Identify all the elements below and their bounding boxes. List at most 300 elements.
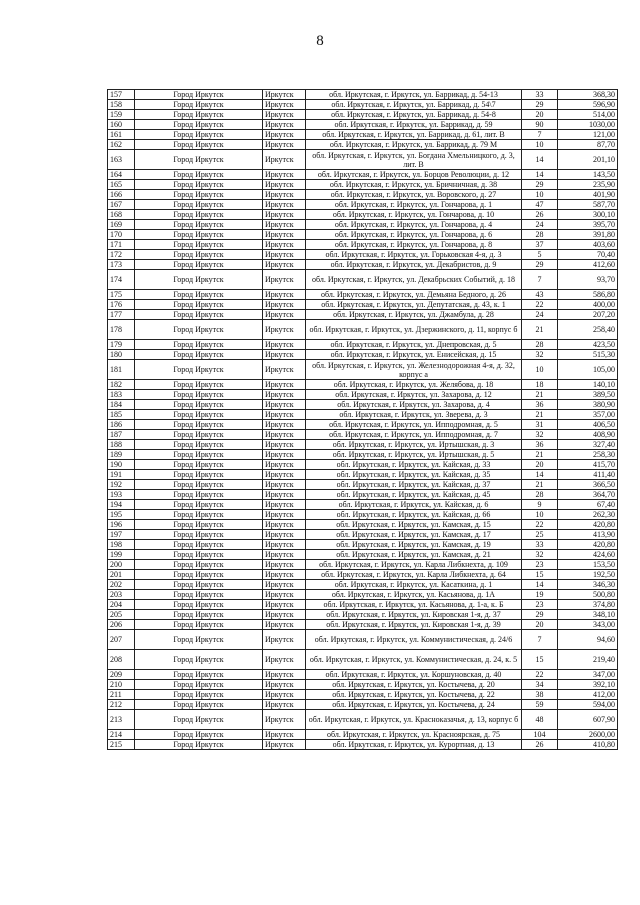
address-cell: обл. Иркутская, г. Иркутск, ул. Иртышская, д. 5: [306, 450, 522, 460]
settlement-cell: Иркутск: [263, 510, 306, 520]
apartments-count-cell: 22: [522, 670, 558, 680]
row-number: 188: [108, 440, 135, 450]
table-row: [108, 420, 618, 430]
settlement-cell: Иркутск: [263, 120, 306, 130]
address-cell: обл. Иркутская, г. Иркутск, ул. Касьянова, д. 1-а, к. Б: [306, 600, 522, 610]
table-row: [108, 590, 618, 600]
address-cell: обл. Иркутская, г. Иркутск, ул. Кировская 1-я, д. 37: [306, 610, 522, 620]
address-cell: обл. Иркутская, г. Иркутск, ул. Кайская, д. 66: [306, 510, 522, 520]
area-cell: 587,70: [558, 200, 618, 210]
apartments-count-cell: 21: [522, 410, 558, 420]
apartments-count-cell: 7: [522, 270, 558, 290]
table-row: [108, 110, 618, 120]
municipality-cell: Город Иркутск: [135, 480, 263, 490]
municipality-cell: Город Иркутск: [135, 120, 263, 130]
area-cell: 406,50: [558, 420, 618, 430]
area-cell: 300,10: [558, 210, 618, 220]
table-row: [108, 190, 618, 200]
address-cell: обл. Иркутская, г. Иркутск, ул. Ипподромная, д. 5: [306, 420, 522, 430]
row-number: 191: [108, 470, 135, 480]
address-cell: обл. Иркутская, г. Иркутск, ул. Горьковская 4-я, д. 3: [306, 250, 522, 260]
settlement-cell: Иркутск: [263, 620, 306, 630]
row-number: 165: [108, 180, 135, 190]
settlement-cell: Иркутск: [263, 310, 306, 320]
municipality-cell: Город Иркутск: [135, 210, 263, 220]
table-row: [108, 670, 618, 680]
municipality-cell: Город Иркутск: [135, 570, 263, 580]
address-cell: обл. Иркутская, г. Иркутск, ул. Касьянова, д. 1А: [306, 590, 522, 600]
settlement-cell: Иркутск: [263, 380, 306, 390]
settlement-cell: Иркутск: [263, 470, 306, 480]
table-row: [108, 310, 618, 320]
table-row: [108, 240, 618, 250]
table-row: [108, 430, 618, 440]
area-cell: 343,00: [558, 620, 618, 630]
row-number: 161: [108, 130, 135, 140]
settlement-cell: Иркутск: [263, 480, 306, 490]
address-cell: обл. Иркутская, г. Иркутск, ул. Кайская, д. 33: [306, 460, 522, 470]
address-cell: обл. Иркутская, г. Иркутск, ул. Камская, д. 19: [306, 540, 522, 550]
address-cell: обл. Иркутская, г. Иркутск, ул. Камская, д. 21: [306, 550, 522, 560]
address-cell: обл. Иркутская, г. Иркутск, ул. Карла Либкнехта, д. 64: [306, 570, 522, 580]
area-cell: 410,80: [558, 740, 618, 750]
row-number: 177: [108, 310, 135, 320]
table-row: [108, 220, 618, 230]
row-number: 213: [108, 710, 135, 730]
row-number: 171: [108, 240, 135, 250]
area-cell: 140,10: [558, 380, 618, 390]
row-number: 176: [108, 300, 135, 310]
housing-registry-table: [107, 89, 618, 750]
address-cell: обл. Иркутская, г. Иркутск, ул. Коршуновская, д. 40: [306, 670, 522, 680]
address-cell: обл. Иркутская, г. Иркутск, ул. Джамбула, д. 28: [306, 310, 522, 320]
row-number: 179: [108, 340, 135, 350]
row-number: 187: [108, 430, 135, 440]
area-cell: 2600,00: [558, 730, 618, 740]
table-row: [108, 320, 618, 340]
area-cell: 258,30: [558, 450, 618, 460]
settlement-cell: Иркутск: [263, 730, 306, 740]
area-cell: 357,00: [558, 410, 618, 420]
table-row: [108, 490, 618, 500]
table-row: [108, 520, 618, 530]
municipality-cell: Город Иркутск: [135, 170, 263, 180]
area-cell: 424,60: [558, 550, 618, 560]
row-number: 194: [108, 500, 135, 510]
row-number: 158: [108, 100, 135, 110]
municipality-cell: Город Иркутск: [135, 700, 263, 710]
table-row: [108, 100, 618, 110]
apartments-count-cell: 104: [522, 730, 558, 740]
municipality-cell: Город Иркутск: [135, 500, 263, 510]
apartments-count-cell: 7: [522, 630, 558, 650]
address-cell: обл. Иркутская, г. Иркутск, ул. Гончарова, д. 6: [306, 230, 522, 240]
municipality-cell: Город Иркутск: [135, 510, 263, 520]
apartments-count-cell: 24: [522, 220, 558, 230]
apartments-count-cell: 14: [522, 470, 558, 480]
apartments-count-cell: 10: [522, 510, 558, 520]
settlement-cell: Иркутск: [263, 610, 306, 620]
municipality-cell: Город Иркутск: [135, 730, 263, 740]
area-cell: 346,30: [558, 580, 618, 590]
table-row: [108, 270, 618, 290]
area-cell: 395,70: [558, 220, 618, 230]
apartments-count-cell: 59: [522, 700, 558, 710]
municipality-cell: Город Иркутск: [135, 650, 263, 670]
area-cell: 586,80: [558, 290, 618, 300]
row-number: 160: [108, 120, 135, 130]
apartments-count-cell: 18: [522, 380, 558, 390]
municipality-cell: Город Иркутск: [135, 190, 263, 200]
municipality-cell: Город Иркутск: [135, 680, 263, 690]
municipality-cell: Город Иркутск: [135, 360, 263, 380]
area-cell: 67,40: [558, 500, 618, 510]
settlement-cell: Иркутск: [263, 100, 306, 110]
address-cell: обл. Иркутская, г. Иркутск, ул. Железнодорожная 4-я, д. 32, корпус а: [306, 360, 522, 380]
area-cell: 219,40: [558, 650, 618, 670]
municipality-cell: Город Иркутск: [135, 340, 263, 350]
municipality-cell: Город Иркутск: [135, 390, 263, 400]
area-cell: 420,80: [558, 520, 618, 530]
apartments-count-cell: 33: [522, 90, 558, 100]
address-cell: обл. Иркутская, г. Иркутск, ул. Демьяна Бедного, д. 26: [306, 290, 522, 300]
address-cell: обл. Иркутская, г. Иркутск, ул. Воровского, д. 27: [306, 190, 522, 200]
row-number: 175: [108, 290, 135, 300]
apartments-count-cell: 29: [522, 180, 558, 190]
settlement-cell: Иркутск: [263, 270, 306, 290]
row-number: 163: [108, 150, 135, 170]
area-cell: 607,90: [558, 710, 618, 730]
apartments-count-cell: 15: [522, 570, 558, 580]
apartments-count-cell: 28: [522, 340, 558, 350]
settlement-cell: Иркутск: [263, 130, 306, 140]
table-row: [108, 400, 618, 410]
table-row: [108, 390, 618, 400]
row-number: 184: [108, 400, 135, 410]
area-cell: 514,00: [558, 110, 618, 120]
municipality-cell: Город Иркутск: [135, 560, 263, 570]
table-row: [108, 300, 618, 310]
municipality-cell: Город Иркутск: [135, 520, 263, 530]
row-number: 164: [108, 170, 135, 180]
address-cell: обл. Иркутская, г. Иркутск, ул. Захарова, д. 4: [306, 400, 522, 410]
municipality-cell: Город Иркутск: [135, 110, 263, 120]
municipality-cell: Город Иркутск: [135, 290, 263, 300]
municipality-cell: Город Иркутск: [135, 550, 263, 560]
table-row: [108, 290, 618, 300]
area-cell: 348,10: [558, 610, 618, 620]
settlement-cell: Иркутск: [263, 340, 306, 350]
municipality-cell: Город Иркутск: [135, 350, 263, 360]
area-cell: 408,90: [558, 430, 618, 440]
settlement-cell: Иркутск: [263, 190, 306, 200]
row-number: 212: [108, 700, 135, 710]
municipality-cell: Город Иркутск: [135, 100, 263, 110]
address-cell: обл. Иркутская, г. Иркутск, ул. Днепровская, д. 5: [306, 340, 522, 350]
table-row: [108, 550, 618, 560]
settlement-cell: Иркутск: [263, 150, 306, 170]
settlement-cell: Иркутск: [263, 450, 306, 460]
apartments-count-cell: 14: [522, 150, 558, 170]
area-cell: 201,10: [558, 150, 618, 170]
municipality-cell: Город Иркутск: [135, 540, 263, 550]
row-number: 167: [108, 200, 135, 210]
area-cell: 94,60: [558, 630, 618, 650]
address-cell: обл. Иркутская, г. Иркутск, ул. Иртышская, д. 3: [306, 440, 522, 450]
settlement-cell: Иркутск: [263, 580, 306, 590]
municipality-cell: Город Иркутск: [135, 200, 263, 210]
address-cell: обл. Иркутская, г. Иркутск, ул. Кайская, д. 37: [306, 480, 522, 490]
settlement-cell: Иркутск: [263, 700, 306, 710]
address-cell: обл. Иркутская, г. Иркутск, ул. Бричничная, д. 38: [306, 180, 522, 190]
area-cell: 1030,00: [558, 120, 618, 130]
apartments-count-cell: 21: [522, 320, 558, 340]
settlement-cell: Иркутск: [263, 290, 306, 300]
address-cell: обл. Иркутская, г. Иркутск, ул. Борцов Революции, д. 12: [306, 170, 522, 180]
municipality-cell: Город Иркутск: [135, 220, 263, 230]
row-number: 181: [108, 360, 135, 380]
row-number: 196: [108, 520, 135, 530]
row-number: 197: [108, 530, 135, 540]
row-number: 205: [108, 610, 135, 620]
apartments-count-cell: 34: [522, 680, 558, 690]
settlement-cell: Иркутск: [263, 540, 306, 550]
address-cell: обл. Иркутская, г. Иркутск, ул. Енисейская, д. 15: [306, 350, 522, 360]
table-row: [108, 470, 618, 480]
address-cell: обл. Иркутская, г. Иркутск, ул. Гончарова, д. 4: [306, 220, 522, 230]
area-cell: 364,70: [558, 490, 618, 500]
row-number: 166: [108, 190, 135, 200]
apartments-count-cell: 32: [522, 550, 558, 560]
area-cell: 412,00: [558, 690, 618, 700]
area-cell: 374,80: [558, 600, 618, 610]
table-row: [108, 510, 618, 520]
row-number: 214: [108, 730, 135, 740]
address-cell: обл. Иркутская, г. Иркутск, ул. Баррикад, д. 54\7: [306, 100, 522, 110]
apartments-count-cell: 5: [522, 250, 558, 260]
apartments-count-cell: 10: [522, 190, 558, 200]
settlement-cell: Иркутск: [263, 520, 306, 530]
area-cell: 153,50: [558, 560, 618, 570]
apartments-count-cell: 31: [522, 420, 558, 430]
municipality-cell: Город Иркутск: [135, 620, 263, 630]
table-row: [108, 710, 618, 730]
apartments-count-cell: 29: [522, 100, 558, 110]
area-cell: 262,30: [558, 510, 618, 520]
apartments-count-cell: 9: [522, 500, 558, 510]
address-cell: обл. Иркутская, г. Иркутск, ул. Кайская, д. 6: [306, 500, 522, 510]
page-number: 8: [316, 33, 324, 49]
municipality-cell: Город Иркутск: [135, 670, 263, 680]
table-row: [108, 140, 618, 150]
table-row: [108, 210, 618, 220]
settlement-cell: Иркутск: [263, 630, 306, 650]
municipality-cell: Город Иркутск: [135, 300, 263, 310]
row-number: 178: [108, 320, 135, 340]
municipality-cell: Город Иркутск: [135, 600, 263, 610]
apartments-count-cell: 21: [522, 480, 558, 490]
settlement-cell: Иркутск: [263, 600, 306, 610]
table-row: [108, 570, 618, 580]
area-cell: 412,60: [558, 260, 618, 270]
municipality-cell: Город Иркутск: [135, 310, 263, 320]
settlement-cell: Иркутск: [263, 390, 306, 400]
settlement-cell: Иркутск: [263, 650, 306, 670]
area-cell: 366,50: [558, 480, 618, 490]
area-cell: 415,70: [558, 460, 618, 470]
table-row: [108, 730, 618, 740]
municipality-cell: Город Иркутск: [135, 400, 263, 410]
apartments-count-cell: 23: [522, 560, 558, 570]
address-cell: обл. Иркутская, г. Иркутск, ул. Костычева, д. 24: [306, 700, 522, 710]
row-number: 200: [108, 560, 135, 570]
row-number: 172: [108, 250, 135, 260]
address-cell: обл. Иркутская, г. Иркутск, ул. Захарова, д. 12: [306, 390, 522, 400]
address-cell: обл. Иркутская, г. Иркутск, ул. Зверева, д. 3: [306, 410, 522, 420]
settlement-cell: Иркутск: [263, 570, 306, 580]
row-number: 190: [108, 460, 135, 470]
municipality-cell: Город Иркутск: [135, 180, 263, 190]
apartments-count-cell: 26: [522, 210, 558, 220]
settlement-cell: Иркутск: [263, 420, 306, 430]
row-number: 168: [108, 210, 135, 220]
settlement-cell: Иркутск: [263, 460, 306, 470]
area-cell: 594,00: [558, 700, 618, 710]
row-number: 173: [108, 260, 135, 270]
row-number: 207: [108, 630, 135, 650]
table-row: [108, 130, 618, 140]
settlement-cell: Иркутск: [263, 590, 306, 600]
table-row: [108, 620, 618, 630]
row-number: 206: [108, 620, 135, 630]
apartments-count-cell: 36: [522, 440, 558, 450]
settlement-cell: Иркутск: [263, 550, 306, 560]
address-cell: обл. Иркутская, г. Иркутск, ул. Богдана Хмельницкого, д. 3, лит. В: [306, 150, 522, 170]
table-row: [108, 260, 618, 270]
apartments-count-cell: 15: [522, 650, 558, 670]
address-cell: обл. Иркутская, г. Иркутск, ул. Гончарова, д. 10: [306, 210, 522, 220]
table-row: [108, 150, 618, 170]
settlement-cell: Иркутск: [263, 180, 306, 190]
row-number: 182: [108, 380, 135, 390]
apartments-count-cell: 90: [522, 120, 558, 130]
row-number: 162: [108, 140, 135, 150]
address-cell: обл. Иркутская, г. Иркутск, ул. Баррикад, д. 54-13: [306, 90, 522, 100]
apartments-count-cell: 21: [522, 450, 558, 460]
area-cell: 121,00: [558, 130, 618, 140]
area-cell: 327,40: [558, 440, 618, 450]
row-number: 174: [108, 270, 135, 290]
row-number: 215: [108, 740, 135, 750]
row-number: 210: [108, 680, 135, 690]
apartments-count-cell: 32: [522, 430, 558, 440]
row-number: 195: [108, 510, 135, 520]
table-row: [108, 250, 618, 260]
settlement-cell: Иркутск: [263, 410, 306, 420]
apartments-count-cell: 19: [522, 590, 558, 600]
row-number: 169: [108, 220, 135, 230]
settlement-cell: Иркутск: [263, 90, 306, 100]
area-cell: 389,50: [558, 390, 618, 400]
apartments-count-cell: 20: [522, 110, 558, 120]
municipality-cell: Город Иркутск: [135, 230, 263, 240]
row-number: 198: [108, 540, 135, 550]
area-cell: 400,00: [558, 300, 618, 310]
table-row: [108, 180, 618, 190]
table-row: [108, 170, 618, 180]
address-cell: обл. Иркутская, г. Иркутск, ул. Баррикад, д. 54-8: [306, 110, 522, 120]
table-row: [108, 440, 618, 450]
table-row: [108, 450, 618, 460]
row-number: 186: [108, 420, 135, 430]
table-row: [108, 230, 618, 240]
area-cell: 105,00: [558, 360, 618, 380]
area-cell: 401,90: [558, 190, 618, 200]
address-cell: обл. Иркутская, г. Иркутск, ул. Баррикад, д. 61, лит. В: [306, 130, 522, 140]
row-number: 209: [108, 670, 135, 680]
area-cell: 235,90: [558, 180, 618, 190]
table-row: [108, 600, 618, 610]
address-cell: обл. Иркутская, г. Иркутск, ул. Баррикад, д. 79 М: [306, 140, 522, 150]
apartments-count-cell: 37: [522, 240, 558, 250]
address-cell: обл. Иркутская, г. Иркутск, ул. Камская, д. 15: [306, 520, 522, 530]
row-number: 159: [108, 110, 135, 120]
settlement-cell: Иркутск: [263, 230, 306, 240]
address-cell: обл. Иркутская, г. Иркутск, ул. Костычева, д. 20: [306, 680, 522, 690]
apartments-count-cell: 38: [522, 690, 558, 700]
settlement-cell: Иркутск: [263, 500, 306, 510]
address-cell: обл. Иркутская, г. Иркутск, ул. Костычева, д. 22: [306, 690, 522, 700]
area-cell: 500,80: [558, 590, 618, 600]
municipality-cell: Город Иркутск: [135, 430, 263, 440]
row-number: 202: [108, 580, 135, 590]
address-cell: обл. Иркутская, г. Иркутск, ул. Ипподромная, д. 7: [306, 430, 522, 440]
municipality-cell: Город Иркутск: [135, 140, 263, 150]
area-cell: 192,50: [558, 570, 618, 580]
table-row: [108, 630, 618, 650]
address-cell: обл. Иркутская, г. Иркутск, ул. Красноярская, д. 75: [306, 730, 522, 740]
apartments-count-cell: 28: [522, 230, 558, 240]
settlement-cell: Иркутск: [263, 430, 306, 440]
area-cell: 368,30: [558, 90, 618, 100]
municipality-cell: Город Иркутск: [135, 490, 263, 500]
municipality-cell: Город Иркутск: [135, 130, 263, 140]
settlement-cell: Иркутск: [263, 440, 306, 450]
settlement-cell: Иркутск: [263, 670, 306, 680]
apartments-count-cell: 20: [522, 460, 558, 470]
apartments-count-cell: 10: [522, 140, 558, 150]
apartments-count-cell: 32: [522, 350, 558, 360]
settlement-cell: Иркутск: [263, 260, 306, 270]
row-number: 204: [108, 600, 135, 610]
registry-body: [108, 90, 618, 750]
settlement-cell: Иркутск: [263, 320, 306, 340]
municipality-cell: Город Иркутск: [135, 740, 263, 750]
table-row: [108, 610, 618, 620]
table-row: [108, 380, 618, 390]
settlement-cell: Иркутск: [263, 240, 306, 250]
address-cell: обл. Иркутская, г. Иркутск, ул. Камская, д. 17: [306, 530, 522, 540]
municipality-cell: Город Иркутск: [135, 690, 263, 700]
table-row: [108, 700, 618, 710]
row-number: 211: [108, 690, 135, 700]
area-cell: 391,80: [558, 230, 618, 240]
settlement-cell: Иркутск: [263, 360, 306, 380]
area-cell: 207,20: [558, 310, 618, 320]
municipality-cell: Город Иркутск: [135, 250, 263, 260]
address-cell: обл. Иркутская, г. Иркутск, ул. Кайская, д. 45: [306, 490, 522, 500]
apartments-count-cell: 22: [522, 300, 558, 310]
